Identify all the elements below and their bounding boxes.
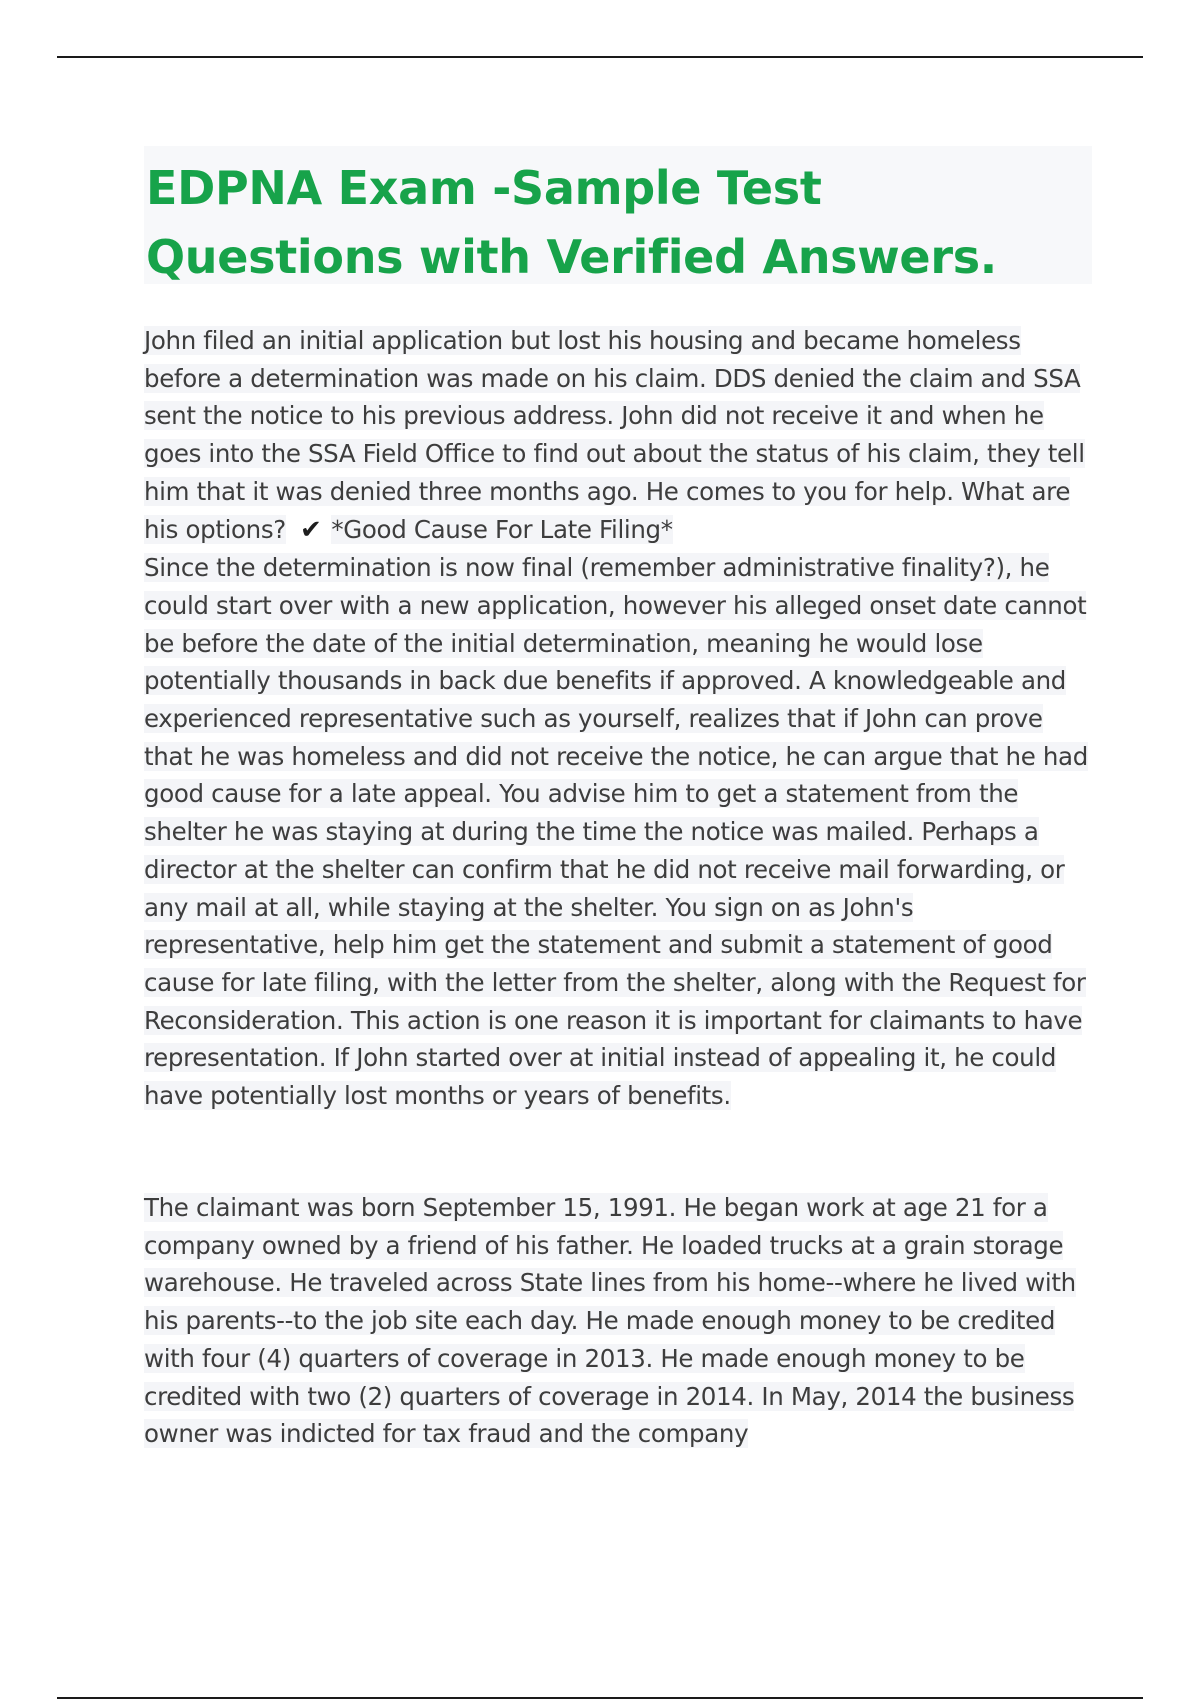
top-rule — [57, 56, 1143, 58]
answer-text: Since the determination is now final (remember administrative finality?), he could start over with a new application, however his alleged onset date cannot be before the date of the initial determination, meaning he would lose potentially thousands in back due benefits if approved. A knowledgeable and experienced representative such as yourself, realizes that if John can prove that he was homeless and did not receive the notice, he can argue that he had good cause for a late appeal. You advise him to get a statement from the shelter he was staying at during the time the notice was mailed. Perhaps a director at the shelter can confirm that he did not receive mail forwarding, or any mail at all, while staying at the shelter. You sign on as John's representative, help him get the statement and submit a statement of good cause for late filing, with the letter from the shelter, along with the Request for Reconsideration. This action is one reason it is important for claimants to have representation. If John started over at initial instead of appealing it, he could have potentially lost months or years of benefits. — [144, 553, 1088, 1111]
question-block-2 — [144, 1189, 1089, 1453]
document-title: EDPNA Exam -Sample Test Questions with Verified Answers. — [146, 161, 997, 284]
question-text: The claimant was born September 15, 1991. He began work at age 21 for a company owned by a friend of his father. He loaded trucks at a grain storage warehouse. He traveled across State lines from his home--where he lived with his parents--to the job site each day. He made enough money to be credited with four (4) quarters of coverage in 2013. He made enough money to be credited with two (2) quarters of coverage in 2014. In May, 2014 the business owner was indicted for tax fraud and the company — [144, 1193, 1076, 1449]
title-block — [144, 146, 1092, 284]
answer-label: *Good Cause For Late Filing* — [331, 514, 673, 544]
question-text: John filed an initial application but lost his housing and became homeless before a determination was made on his claim. DDS denied the claim and SSA sent the notice to his previous address. John did not receive it and when he goes into the SSA Field Office to find out about the status of his claim, they tell him that it was denied three months ago. He comes to you for help. What are his options? — [144, 326, 1085, 544]
question-block-1 — [144, 322, 1089, 1115]
bottom-rule — [57, 1697, 1143, 1699]
check-icon: ✔ — [299, 514, 322, 545]
